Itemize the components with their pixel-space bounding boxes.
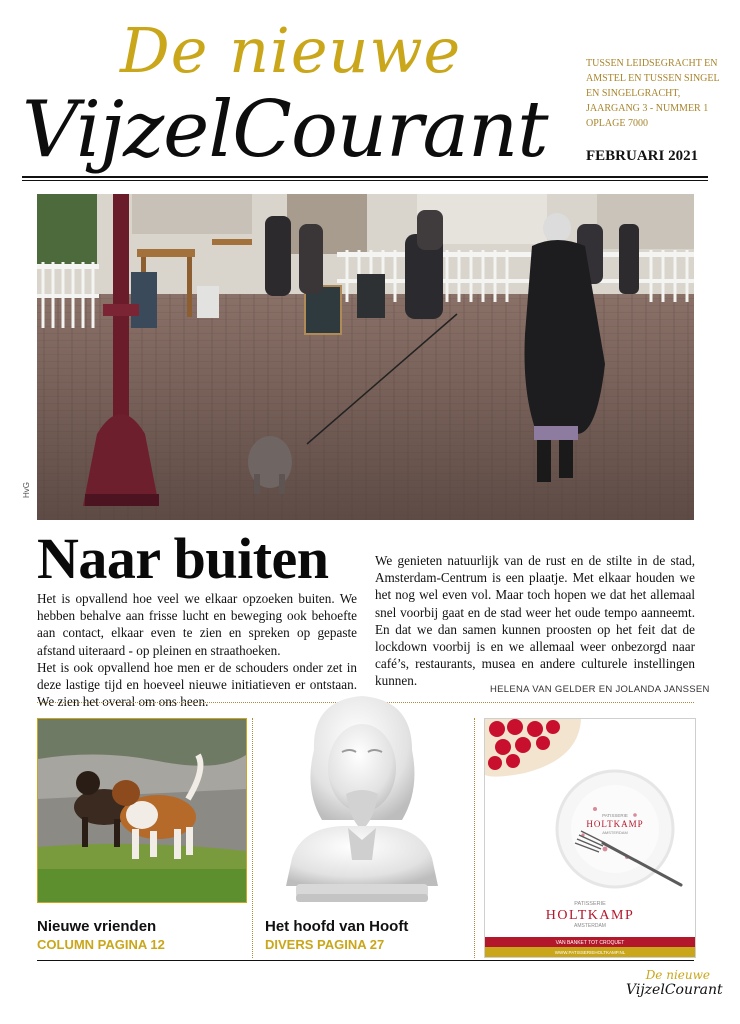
footer-logo-line2: VijzelCourant — [626, 982, 723, 998]
plate-brand-city: AMSTERDAM — [602, 830, 628, 835]
feature-photo-bust[interactable] — [262, 690, 462, 915]
article-headline: Naar buiten — [37, 526, 329, 591]
article-paragraph: We genieten natuurlijk van de rust en de stilte in de stad, Amsterdam-Centrum is een plaatje. Met elkaar houden we het nog wel even vol. Maar toch hopen we dat het allemaal snel voorbij gaat en de stad weer het oude tempo aanneemt. En dat we dan samen kunnen proosten op het feit dat de lockdown voorbij is en we allemaal weer onbezorgd naar café’s, restaurants, musea en andere culturele instellingen kunnen. — [375, 553, 695, 689]
feature-photo-dogs[interactable] — [37, 718, 247, 903]
advert-artwork — [485, 719, 695, 957]
bust-scene — [262, 690, 462, 915]
article-column-2 — [375, 552, 695, 690]
edition-info — [586, 56, 726, 131]
article-byline: HELENA VAN GELDER EN JOLANDA JANSSEN — [490, 684, 710, 695]
issue-date: FEBRUARI 2021 — [586, 148, 699, 164]
masthead-title-line1: De nieuwe — [120, 14, 462, 87]
advert-tagline: VAN BANKET TOT CROQUET — [555, 940, 625, 946]
feature-ref-bust[interactable]: DIVERS PAGINA 27 — [265, 937, 385, 952]
masthead-rule-top — [22, 176, 708, 178]
advert-url: WWW.PATISSERIEHOLTKAMP.NL — [554, 950, 626, 955]
edition-line: AMSTEL EN TUSSEN SINGEL — [586, 73, 720, 84]
advert-brand-name: HOLTKAMP — [545, 908, 635, 923]
main-photo-scene — [37, 194, 694, 520]
advert-brand-label: PATISSERIE — [574, 901, 606, 907]
advert-brand-city: AMSTERDAM — [574, 923, 606, 929]
column-divider — [474, 718, 475, 958]
holtkamp-advert[interactable] — [484, 718, 696, 958]
dogs-scene — [38, 719, 246, 902]
feature-ref-dogs[interactable]: COLUMN PAGINA 12 — [37, 937, 165, 952]
feature-title-dogs[interactable]: Nieuwe vrienden — [37, 918, 157, 935]
plate-brand-label: PATISSERIE — [602, 813, 628, 818]
footer-logo-line1: De nieuwe — [645, 968, 710, 982]
main-photo — [37, 194, 694, 520]
article-paragraph: Het is ook opvallend hoe men er de schouders onder zet in deze lastige tijd en hoeveel nieuwe initiatieven er ontstaan. We zien het overal om ons heen. — [37, 659, 357, 710]
masthead-title-line2: VijzelCourant — [22, 85, 548, 175]
plate-brand-name: HOLTKAMP — [586, 819, 644, 829]
edition-line: EN SINGELGRACHT, — [586, 88, 681, 99]
feature-title-bust[interactable]: Het hoofd van Hooft — [265, 918, 409, 935]
edition-line: OPLAGE 7000 — [586, 118, 648, 129]
photo-credit: HvG — [22, 482, 31, 498]
edition-line: TUSSEN LEIDSEGRACHT EN — [586, 58, 718, 69]
bottom-rule — [37, 960, 694, 961]
column-divider — [252, 718, 253, 958]
article-paragraph: Het is opvallend hoe veel we elkaar opzoeken buiten. We hebben behalve aan frisse lucht en beweging ook behoefte aan contact, elkaar even te zien en spreken op gepaste afstand uiteraard - op pleinen en straathoeken. — [37, 591, 357, 658]
footer-logo — [626, 968, 723, 998]
masthead-rule-bottom — [22, 180, 708, 181]
edition-line: JAARGANG 3 - NUMMER 1 — [586, 103, 709, 114]
